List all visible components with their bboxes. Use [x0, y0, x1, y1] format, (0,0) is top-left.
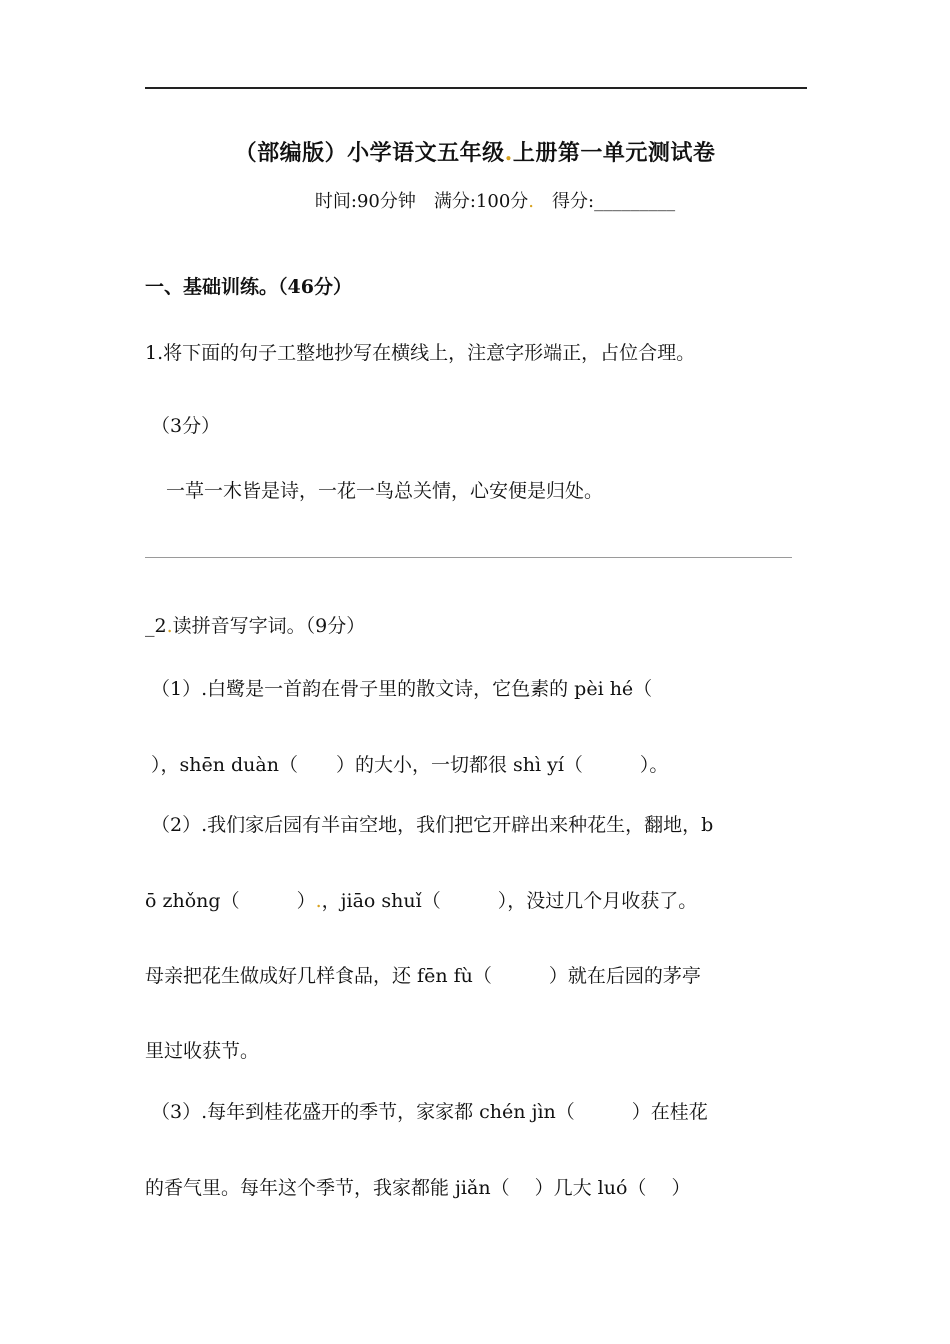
- q2-prefix: _2: [145, 615, 167, 637]
- title-rest: 上册第一单元测试卷: [512, 140, 716, 166]
- meta-time-score: 时间:90分钟 满分:100分: [314, 191, 529, 212]
- q2-heading: [145, 611, 365, 638]
- q1-prompt: 1.将下面的句子工整地抄写在横线上，注意字形端正，占位合理。: [145, 342, 696, 364]
- section-heading: 一、基础训练。（46分）: [145, 276, 352, 298]
- q1-answer-line[interactable]: [145, 557, 792, 558]
- q2-title: 读拼音写字词。（9分）: [172, 615, 366, 637]
- meta-dot: .: [528, 191, 535, 212]
- q2-item3-line2: 的香气里。每年这个季节，我家都能 jiǎn（ ）几大 luó（ ）: [145, 1177, 691, 1199]
- q2-item2-line2b: ，jiāo shuǐ（ ），没过几个月收获了。: [321, 890, 698, 912]
- q2-dot: .: [166, 615, 173, 637]
- q2-item2-dot: .: [315, 890, 322, 912]
- q2-item3-line1: （3）.每年到桂花盛开的季节，家家都 chén jìn（ ）在桂花: [151, 1101, 708, 1123]
- q2-item2-line1: （2）.我们家后园有半亩空地，我们把它开辟出来种花生，翻地，b: [151, 814, 714, 836]
- header-rule: [145, 87, 807, 89]
- page-title: [0, 136, 950, 167]
- q2-item1-line1: （1）.白鹭是一首韵在骨子里的散文诗，它色素的 pèi hé（: [151, 678, 653, 700]
- q2-item2-line2a: ō zhǒng（ ）: [145, 890, 316, 912]
- meta-score-field: 得分:_________: [534, 191, 676, 212]
- exam-meta: [0, 187, 950, 213]
- q2-item2-line4: 里过收获节。: [145, 1040, 260, 1062]
- q1-sentence: 一草一木皆是诗，一花一鸟总关情，心安便是归处。: [166, 480, 604, 502]
- title-main: （部编版）小学语文五年级: [234, 140, 505, 166]
- q1-points: （3分）: [151, 415, 221, 437]
- q2-item2-line3: 母亲把花生做成好几样食品，还 fēn fù（ ）就在后园的茅亭: [145, 965, 701, 987]
- q2-item2-line2: [145, 886, 697, 913]
- q2-item1-line2: ），shēn duàn（ ）的大小，一切都很 shì yí（ ）。: [151, 754, 669, 776]
- title-dot: .: [504, 140, 513, 166]
